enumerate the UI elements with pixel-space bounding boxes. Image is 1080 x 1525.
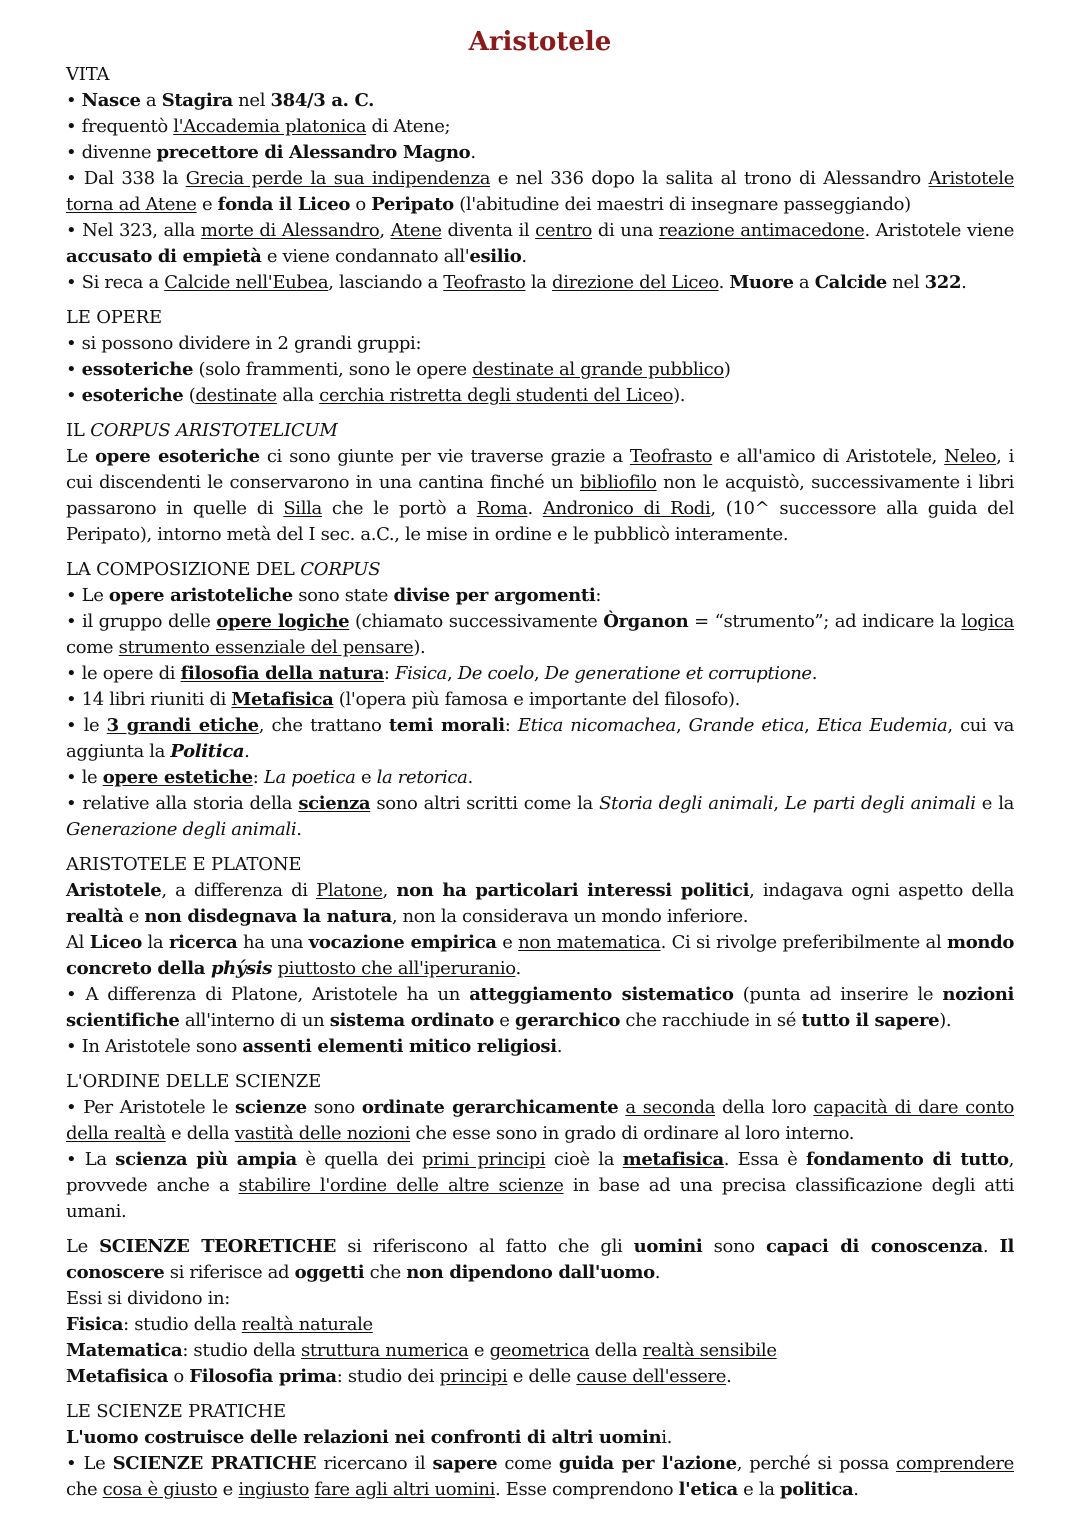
- paragraph: Le opere esoteriche ci sono giunte per vie traverse grazie a Teofrasto e all'amico di Aristotele, Neleo, i cui discendenti le conservarono in una cantina finché un bibliofilo non le acquistò, successivamente i libri passarono in quelle di Silla che le portò a Roma. Andronico di Rodi, (10^ successore alla guida del Peripato), intorno metà del I sec. a.C., le mise in ordine e le pubblicò interamente.: [66, 446, 1015, 545]
- list-item: • A differenza di Platone, Aristotele ha un atteggiamento sistematico (punta ad inserire le nozioni scientifiche all'interno di un sistema ordinato e gerarchico che racchiude in sé tutto il sapere).: [66, 984, 1015, 1031]
- section-platone: [66, 852, 1014, 1060]
- list-item: • 14 libri riuniti di Metafisica (l'opera più famosa e importante del filosofo).: [66, 689, 741, 710]
- section-teoretiche: [66, 1234, 1014, 1390]
- list-item: • Nel 323, alla morte di Alessandro, Atene diventa il centro di una reazione antimacedone. Aristotele viene accusato di empietà e viene condannato all'esilio.: [66, 220, 1014, 267]
- paragraph: Al Liceo la ricerca ha una vocazione empirica e non matematica. Ci si rivolge preferibilmente al mondo concreto della phýsis piuttosto che all'iperuranio.: [66, 932, 1014, 979]
- paragraph: Aristotele, a differenza di Platone, non ha particolari interessi politici, indagava ogni aspetto della realtà e non disdegnava la natura, non la considerava un mondo inferiore.: [66, 880, 1015, 927]
- section-ordine: [66, 1069, 1014, 1225]
- list-item: • le 3 grandi etiche, che trattano temi morali: Etica nicomachea, Grande etica, Etica Eudemia, cui va aggiunta la Politica.: [66, 715, 1014, 762]
- section-heading: LE SCIENZE PRATICHE: [66, 1401, 286, 1422]
- section-heading: ARISTOTELE E PLATONE: [66, 854, 302, 875]
- list-item: • Le opere aristoteliche sono state divise per argomenti:: [66, 585, 602, 606]
- list-item: • si possono dividere in 2 grandi gruppi:: [66, 333, 422, 354]
- section-heading: LE OPERE: [66, 307, 162, 328]
- list-item: • Le SCIENZE PRATICHE ricercano il sapere come guida per l'azione, perché si possa comprendere che cosa è giusto e ingiusto fare agli altri uomini. Esse comprendono l'etica e la politica.: [66, 1453, 1014, 1500]
- list-item: • divenne precettore di Alessandro Magno.: [66, 142, 476, 163]
- list-item: • Per Aristotele le scienze sono ordinate gerarchicamente a seconda della loro capacità di dare conto della realtà e della vastità delle nozioni che esse sono in grado di ordinare al loro interno.: [66, 1097, 1015, 1144]
- section-opere: [66, 305, 1014, 409]
- list-item: • Nasce a Stagira nel 384/3 a. C.: [66, 90, 375, 111]
- page-title: Aristotele: [468, 27, 612, 57]
- section-heading: IL CORPUS ARISTOTELICUM: [66, 420, 338, 441]
- list-item: • frequentò l'Accademia platonica di Atene;: [66, 116, 451, 137]
- paragraph: Le SCIENZE TEORETICHE si riferiscono al fatto che gli uomini sono capaci di conoscenza. Il conoscere si riferisce ad oggetti che non dipendono dall'uomo.: [66, 1236, 1014, 1283]
- list-item: Fisica: studio della realtà naturale: [66, 1314, 373, 1335]
- section-heading: L'ORDINE DELLE SCIENZE: [66, 1071, 322, 1092]
- list-item: • Si reca a Calcide nell'Eubea, lasciando a Teofrasto la direzione del Liceo. Muore a Calcide nel 322.: [66, 272, 967, 293]
- list-item: • le opere estetiche: La poetica e la retorica.: [66, 767, 473, 788]
- section-composizione: [66, 557, 1014, 843]
- list-item: Metafisica o Filosofia prima: studio dei principi e delle cause dell'essere.: [66, 1366, 732, 1387]
- section-vita: [66, 62, 1014, 296]
- list-item: • il gruppo delle opere logiche (chiamato successivamente Òrganon = “strumento”; ad indicare la logica come strumento essenziale del pensare).: [66, 611, 1014, 658]
- list-item: • relative alla storia della scienza sono altri scritti come la Storia degli animali, Le parti degli animali e la Generazione degli animali.: [66, 793, 1015, 840]
- section-heading: VITA: [66, 64, 110, 85]
- list-item: Matematica: studio della struttura numerica e geometrica della realtà sensibile: [66, 1340, 777, 1361]
- paragraph: L'uomo costruisce delle relazioni nei confronti di altri uomini.: [66, 1427, 673, 1448]
- section-pratiche: [66, 1399, 1014, 1503]
- list-item: • La scienza più ampia è quella dei primi principi cioè la metafisica. Essa è fondamento di tutto, provvede anche a stabilire l'ordine delle altre scienze in base ad una precisa classificazione degli atti umani.: [66, 1149, 1014, 1222]
- list-item: • In Aristotele sono assenti elementi mitico religiosi.: [66, 1036, 563, 1057]
- paragraph: Essi si dividono in:: [66, 1288, 230, 1309]
- list-item: • le opere di filosofia della natura: Fisica, De coelo, De generatione et corruptione.: [66, 663, 818, 684]
- list-item: • esoteriche (destinate alla cerchia ristretta degli studenti del Liceo).: [66, 385, 686, 406]
- list-item: • Dal 338 la Grecia perde la sua indipendenza e nel 336 dopo la salita al trono di Alessandro Aristotele torna ad Atene e fonda il Liceo o Peripato (l'abitudine dei maestri di insegnare passeggiando): [66, 168, 1015, 215]
- list-item: • essoteriche (solo frammenti, sono le opere destinate al grande pubblico): [66, 359, 731, 380]
- section-heading: LA COMPOSIZIONE DEL CORPUS: [66, 559, 381, 580]
- section-corpus: [66, 418, 1014, 548]
